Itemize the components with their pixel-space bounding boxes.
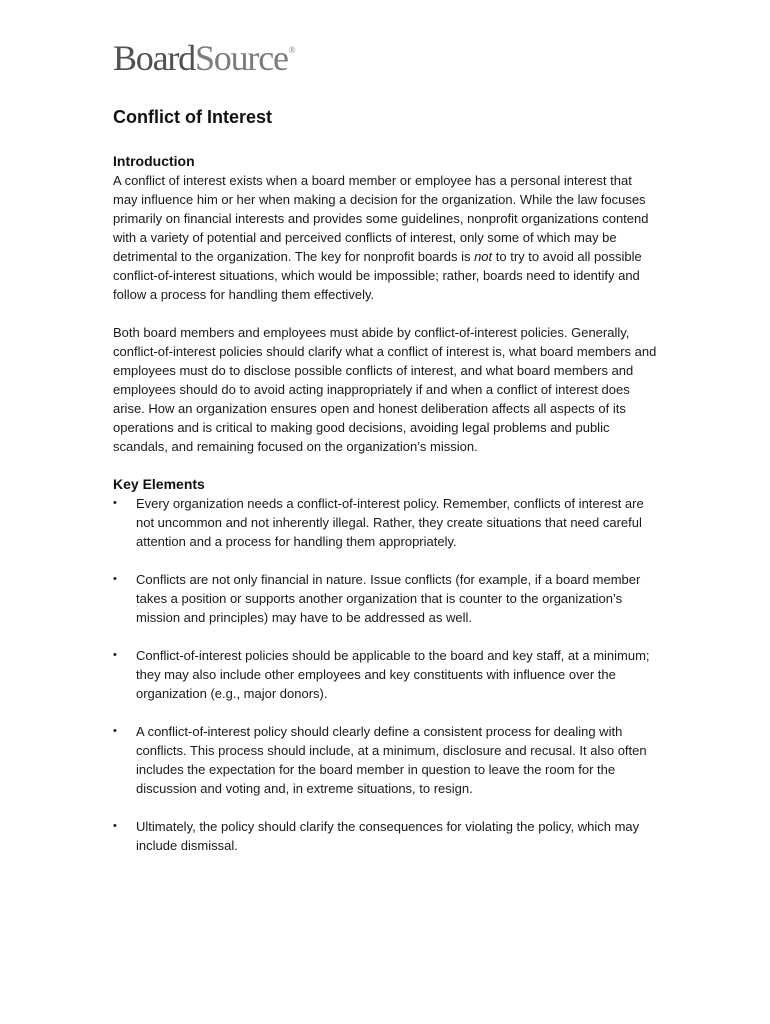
list-item-text: Conflict-of-interest policies should be applicable to the board and key staff, at a minimum; they may also include other employees and key constituents with influence over the organization (e.g., major donors). <box>136 648 650 701</box>
list-item <box>113 494 658 551</box>
logo-text-board: Board <box>113 38 195 78</box>
bullet-icon: • <box>113 725 117 737</box>
introduction-p1-start: A conflict of interest exists when a board member or employee has a personal interest that may influence him or her when making a decision for the organization. While the law focuses primarily on financial interests and provides some guidelines, nonprofit organizations contend with a variety of potential and perceived conflicts of interest, only some of which may be detrimental to the organization. The key for nonprofit boards is <box>113 173 649 264</box>
bullet-icon: • <box>113 573 117 585</box>
introduction-heading: Introduction <box>113 153 195 169</box>
list-item <box>113 570 658 627</box>
introduction-paragraph-1 <box>113 171 658 304</box>
list-item <box>113 646 658 703</box>
introduction-p1-end: to try to avoid all possible conflict-of-interest situations, which would be impossible; rather, boards need to identify and follow a process for handling them effectively. <box>113 249 642 302</box>
list-item-text: A conflict-of-interest policy should clearly define a consistent process for dealing with conflicts. This process should include, at a minimum, disclosure and recusal. It also often includes the expectation for the board member in question to leave the room for the discussion and voting and, in extreme situations, to resign. <box>136 724 647 796</box>
list-item-text: Conflicts are not only financial in nature. Issue conflicts (for example, if a board member takes a position or supports another organization that is counter to the organization’s mission and principles) may have to be addressed as well. <box>136 572 641 625</box>
list-item-text: Every organization needs a conflict-of-interest policy. Remember, conflicts of interest are not uncommon and not inherently illegal. Rather, they create situations that need careful attention and a process for handling them appropriately. <box>136 496 644 549</box>
document-body <box>113 106 658 874</box>
introduction-paragraph-2: Both board members and employees must abide by conflict-of-interest policies. Generally, conflict-of-interest policies should clarify what a conflict of interest is, what board members and employees must do to disclose possible conflicts of interest, and what board members and employees should do to avoid acting inappropriately if and when a conflict of interest does arise. How an organization ensures open and honest deliberation affects all aspects of its operations and is critical to making good decisions, avoiding legal problems and public scandals, and remaining focused on the organization’s mission. <box>113 325 657 454</box>
bullet-icon: • <box>113 649 117 661</box>
list-item <box>113 817 658 855</box>
introduction-p1-emphasis: not <box>474 249 493 264</box>
key-elements-list <box>113 494 658 855</box>
logo-text-source: Source <box>194 38 288 78</box>
bullet-icon: • <box>113 820 117 832</box>
list-item <box>113 722 658 798</box>
boardsource-logo <box>113 40 296 76</box>
page-title: Conflict of Interest <box>113 107 273 127</box>
list-item-text: Ultimately, the policy should clarify the consequences for violating the policy, which may include dismissal. <box>136 819 640 853</box>
key-elements-heading: Key Elements <box>113 476 205 492</box>
bullet-icon: • <box>113 497 117 509</box>
registered-mark: ® <box>288 45 296 55</box>
